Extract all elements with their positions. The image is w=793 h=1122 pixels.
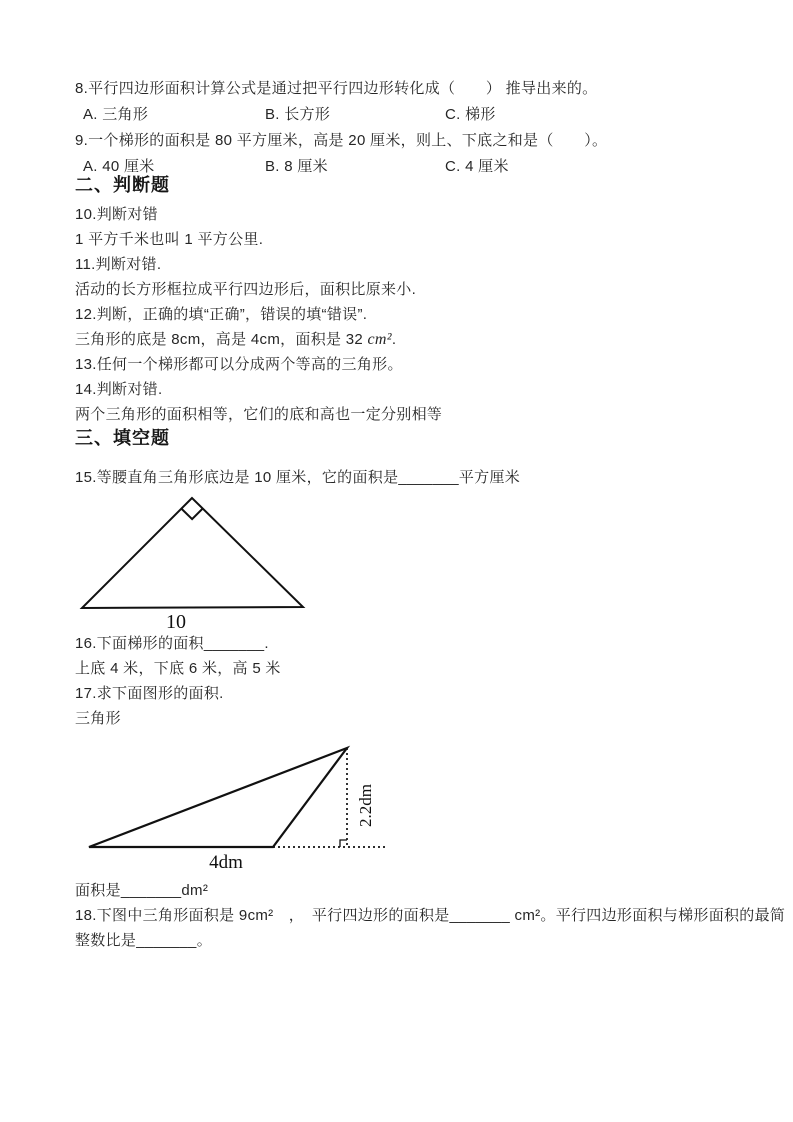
question-8-option-c: C. 梯形 xyxy=(445,106,496,123)
question-11-line2: 活动的长方形框拉成平行四边形后，面积比原来小. xyxy=(75,281,417,298)
question-13-line1: 13.任何一个梯形都可以分成两个等高的三角形。 xyxy=(75,356,403,373)
triangle-with-right-angle-icon xyxy=(78,494,308,634)
question-12-period: . xyxy=(391,331,397,348)
question-9-options xyxy=(75,157,775,177)
obtuse-triangle-figure xyxy=(85,742,395,877)
question-12-line2 xyxy=(75,330,396,350)
question-18-line1: 18.下图中三角形面积是 9cm² ， 平行四边形的面积是_______ cm²。平行四边形面积与梯形面积的最简 xyxy=(75,907,786,924)
section-3-title: 三、填空题 xyxy=(75,428,170,448)
question-14-line2: 两个三角形的面积相等，它们的底和高也一定分别相等 xyxy=(75,406,443,423)
question-10-line1: 10.判断对错 xyxy=(75,206,158,223)
question-17-answer-line: 面积是_______dm² xyxy=(75,882,209,899)
question-18-line2: 整数比是_______。 xyxy=(75,932,212,949)
question-8-options xyxy=(75,105,775,125)
question-9-text: 9.一个梯形的面积是 80 平方厘米，高是 20 厘米，则上、下底之和是（ ）。 xyxy=(75,132,608,149)
question-17-line2: 三角形 xyxy=(75,710,121,727)
triangle-with-height-icon xyxy=(85,742,395,877)
question-9-option-b: B. 8 厘米 xyxy=(265,158,328,175)
question-9-option-a: A. 40 厘米 xyxy=(83,158,155,175)
question-17-line1: 17.求下面图形的面积. xyxy=(75,685,224,702)
question-11-line1: 11.判断对错. xyxy=(75,256,162,273)
question-9-option-c: C. 4 厘米 xyxy=(445,158,509,175)
question-10-line2: 1 平方千米也叫 1 平方公里. xyxy=(75,231,264,248)
triangle-outline xyxy=(89,748,347,847)
question-15-text: 15.等腰直角三角形底边是 10 厘米，它的面积是_______平方厘米 xyxy=(75,469,521,486)
triangle-base-label: 10 xyxy=(166,611,186,633)
question-12-line1: 12.判断，正确的填“正确”，错误的填“错误”. xyxy=(75,306,368,323)
question-12-line2-text: 三角形的底是 8cm，高是 4cm，面积是 32 xyxy=(75,331,368,348)
isosceles-right-triangle-figure xyxy=(78,494,308,634)
question-14-line1: 14.判断对错. xyxy=(75,381,163,398)
section-2-title: 二、判断题 xyxy=(75,175,170,195)
question-12-unit: cm² xyxy=(367,331,392,348)
question-16-line1: 16.下面梯形的面积_______. xyxy=(75,635,269,652)
triangle-outline xyxy=(82,498,303,608)
right-angle-marker xyxy=(181,509,202,520)
right-angle-marker xyxy=(340,840,347,847)
triangle-height-label: 2.2dm xyxy=(356,784,375,827)
question-8-text: 8.平行四边形面积计算公式是通过把平行四边形转化成（ ） 推导出来的。 xyxy=(75,80,598,97)
question-16-line2: 上底 4 米，下底 6 米，高 5 米 xyxy=(75,660,281,677)
triangle-base-label: 4dm xyxy=(209,852,243,873)
question-8-option-b: B. 长方形 xyxy=(265,106,331,123)
question-8-option-a: A. 三角形 xyxy=(83,106,149,123)
